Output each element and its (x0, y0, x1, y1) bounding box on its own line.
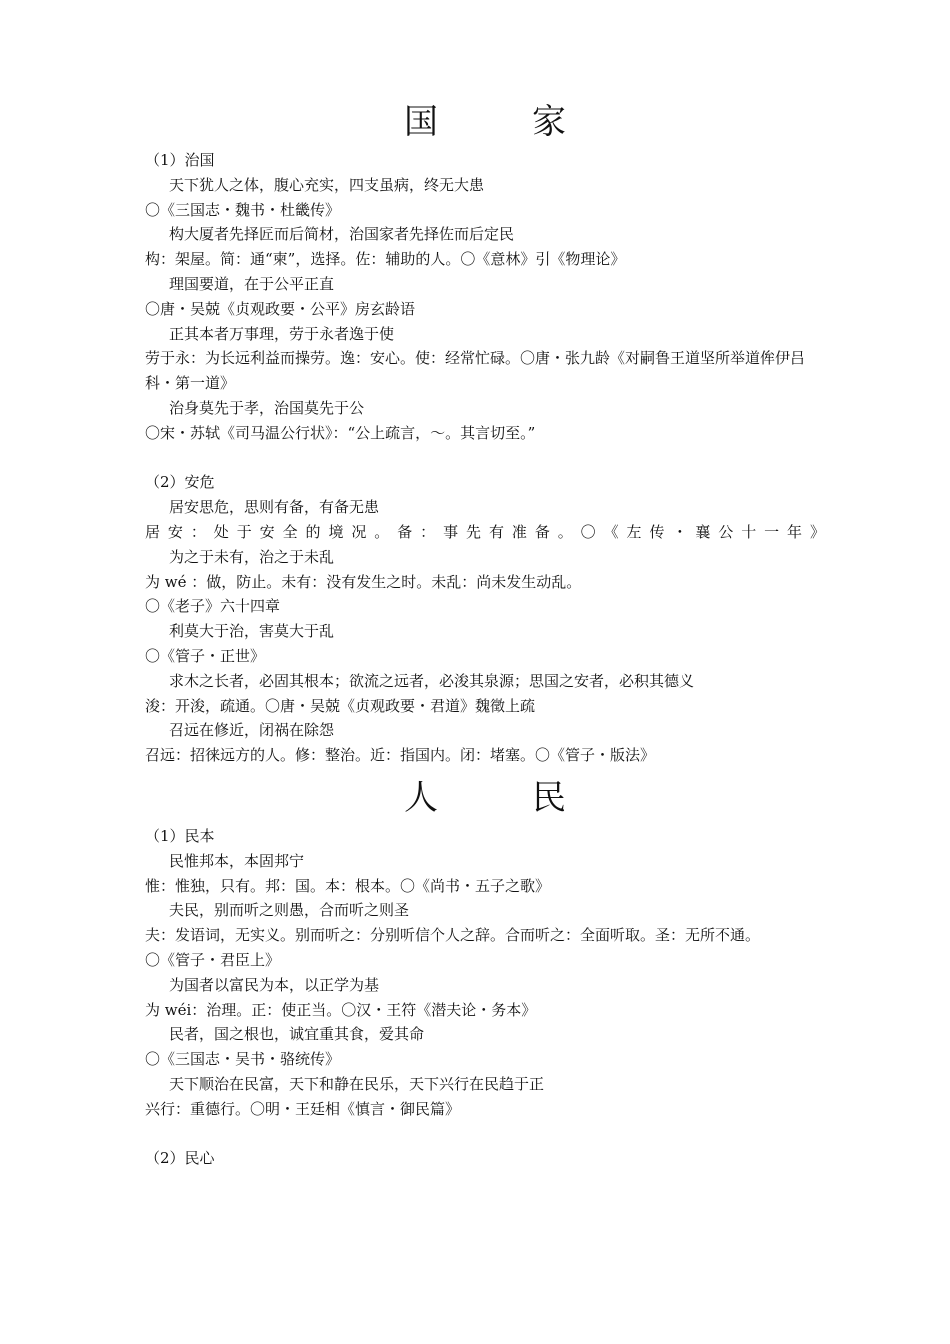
quote-line: 召远在修近，闭祸在除怨 (169, 721, 335, 740)
annotation-line: 〇《管子・君臣上》 (145, 950, 281, 969)
quote-line: 天下犹人之体，腹心充实，四支虽病，终无大患 (169, 175, 485, 194)
quote-line: 民惟邦本，本固邦宁 (169, 851, 305, 870)
quote-line: 居安思危，思则有备，有备无患 (169, 498, 380, 517)
annotation-line: 为 wé ：做，防止。未有：没有发生之时。未乱：尚未发生动乱。 (145, 572, 582, 591)
paragraph-gap (145, 446, 825, 471)
annotation-line: 〇唐・吴兢《贞观政要・公平》房玄龄语 (145, 299, 416, 318)
annotation-line: 浚：开浚，疏通。〇唐・吴兢《贞观政要・君道》魏徵上疏 (145, 696, 536, 715)
section-title: 国 家 (404, 102, 596, 142)
subsection-heading: （2）安危 (145, 473, 215, 492)
quote-line: 利莫大于治，害莫大于乱 (169, 622, 335, 641)
paragraph-gap (145, 1121, 825, 1146)
annotation-line: 兴行：重德行。〇明・王廷相《慎言・御民篇》 (145, 1099, 461, 1118)
annotation-line: 劳于永：为长远利益而操劳。逸：安心。使：经常忙碌。〇唐・张九龄《对嗣鲁王道坚所举道侔伊吕科・第一道》 (145, 349, 806, 393)
quote-line: 理国要道，在于公平正直 (169, 274, 335, 293)
subsection-heading: （1）民本 (145, 826, 215, 845)
quote-line: 为之于未有，治之于未乱 (169, 547, 335, 566)
annotation-line: 构：架屋。简：通“柬”，选择。佐：辅助的人。〇《意林》引《物理论》 (145, 250, 626, 269)
quote-line: 天下顺治在民富，天下和静在民乐，天下兴行在民趋于正 (169, 1074, 545, 1093)
annotation-line: 〇《管子・正世》 (145, 646, 266, 665)
quote-line: 治身莫先于孝，治国莫先于公 (169, 398, 365, 417)
subsection-heading: （2）民心 (145, 1149, 215, 1168)
annotation-line: 召远：招徕远方的人。修：整治。近：指国内。闭：堵塞。〇《管子・版法》 (145, 746, 656, 765)
quote-line: 求木之长者，必固其根本；欲流之远者，必浚其泉源；思国之安者，必积其德义 (169, 671, 695, 690)
annotation-line: 〇宋・苏轼《司马温公行状》：“公上疏言，～。其言切至。” (145, 423, 536, 442)
annotation-line: 〇《老子》六十四章 (145, 597, 281, 616)
annotation-line: 为 wéi：治理。正：使正当。〇汉・王符《潜夫论・务本》 (145, 1000, 537, 1019)
annotation-line: 〇《三国志・魏书・杜畿传》 (145, 200, 341, 219)
section-title: 人 民 (404, 777, 596, 818)
subsection-heading: （1）治国 (145, 151, 215, 169)
quote-line: 为国者以富民为本，以正学为基 (169, 975, 380, 994)
annotation-line: 〇《三国志・吴书・骆统传》 (145, 1050, 341, 1069)
document-page (145, 96, 825, 1171)
quote-line: 正其本者万事理，劳于永者逸于使 (169, 324, 395, 343)
annotation-line: 夫：发语词，无实义。别而听之：分别听信个人之辞。合而听之：全面听取。圣：无所不通。 (145, 926, 761, 945)
quote-line: 民者，国之根也，诚宜重其食，爱其命 (169, 1025, 425, 1044)
quote-line: 构大厦者先择匠而后简材，治国家者先择佐而后定民 (169, 225, 515, 244)
annotation-line: 居安：处于安全的境况。备：事先有准备。〇《左传・襄公十一年》 (145, 522, 825, 541)
annotation-line: 惟：惟独，只有。邦：国。本：根本。〇《尚书・五子之歌》 (145, 876, 551, 895)
quote-line: 夫民，别而听之则愚，合而听之则圣 (169, 901, 410, 920)
